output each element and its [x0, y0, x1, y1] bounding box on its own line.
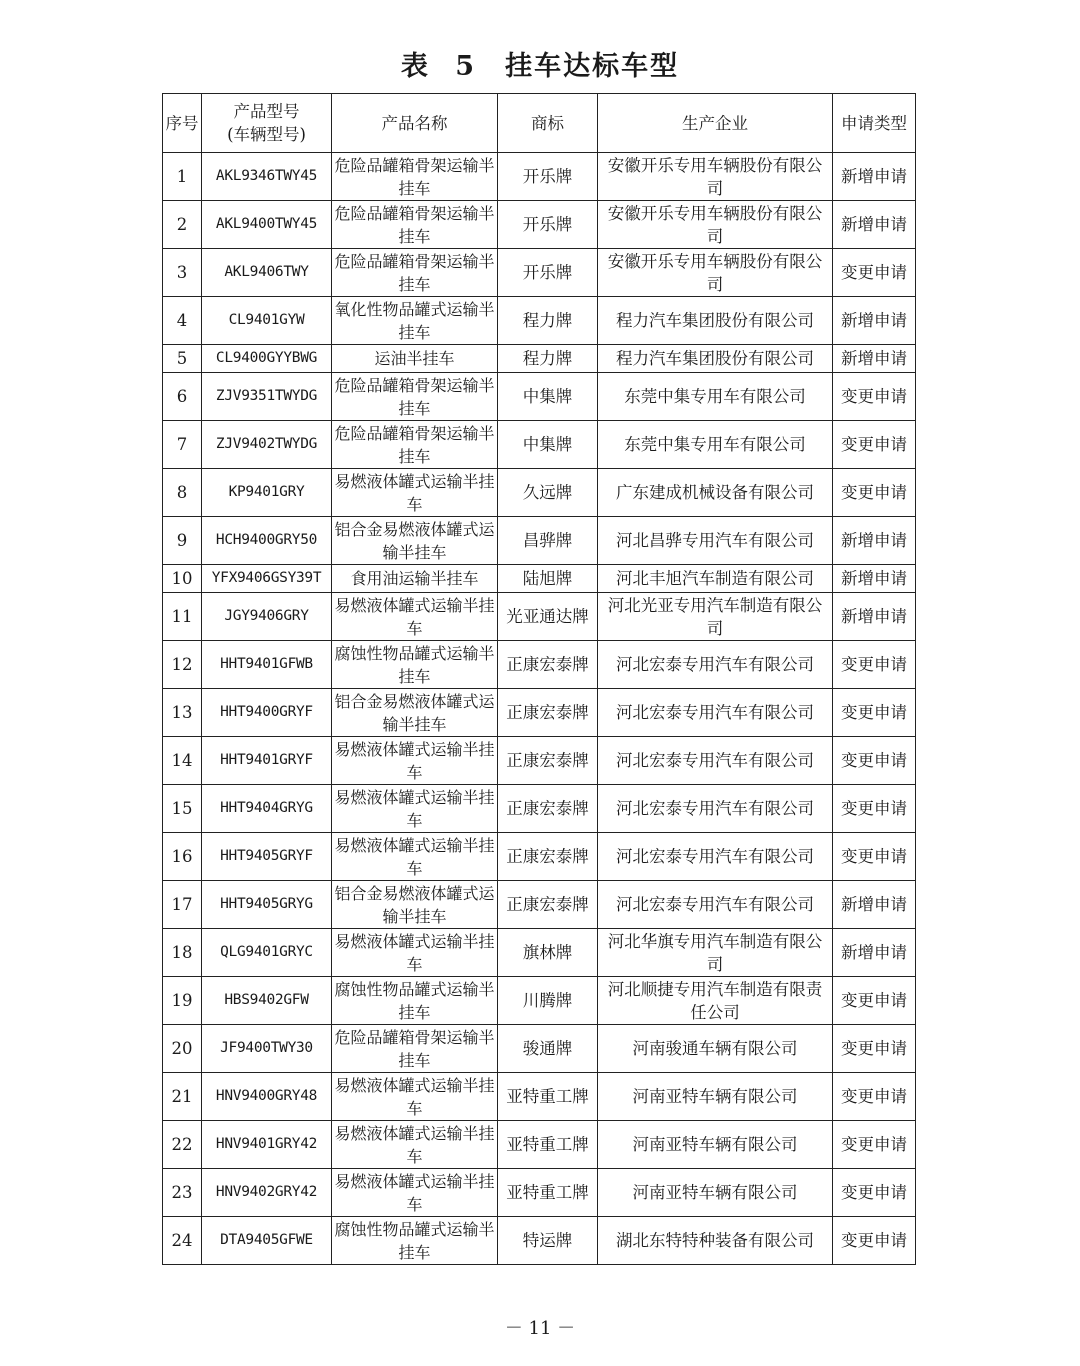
table-row — [163, 689, 916, 737]
row-index: 10 — [163, 565, 202, 593]
row-type: 变更申请 — [833, 1217, 916, 1265]
row-index: 16 — [163, 833, 202, 881]
table-row — [163, 881, 916, 929]
row-model: AKL9346TWY45 — [202, 153, 332, 201]
row-model: AKL9406TWY — [202, 249, 332, 297]
row-maker: 河北宏泰专用汽车有限公司 — [598, 689, 833, 737]
row-brand: 昌骅牌 — [498, 517, 598, 565]
row-model: HNV9401GRY42 — [202, 1121, 332, 1169]
row-name: 腐蚀性物品罐式运输半挂车 — [332, 977, 498, 1025]
table-row — [163, 373, 916, 421]
row-model: HHT9400GRYF — [202, 689, 332, 737]
row-model: JF9400TWY30 — [202, 1025, 332, 1073]
row-name: 易燃液体罐式运输半挂车 — [332, 593, 498, 641]
table-row — [163, 421, 916, 469]
row-model: KP9401GRY — [202, 469, 332, 517]
row-brand: 特运牌 — [498, 1217, 598, 1265]
row-brand: 开乐牌 — [498, 153, 598, 201]
row-index: 2 — [163, 201, 202, 249]
table-row — [163, 153, 916, 201]
row-brand: 正康宏泰牌 — [498, 833, 598, 881]
row-type: 变更申请 — [833, 737, 916, 785]
table-row — [163, 1121, 916, 1169]
table-row — [163, 1217, 916, 1265]
row-name: 腐蚀性物品罐式运输半挂车 — [332, 1217, 498, 1265]
row-maker: 河北丰旭汽车制造有限公司 — [598, 565, 833, 593]
row-type: 变更申请 — [833, 469, 916, 517]
row-model: ZJV9351TWYDG — [202, 373, 332, 421]
table-row — [163, 565, 916, 593]
row-index: 23 — [163, 1169, 202, 1217]
row-index: 3 — [163, 249, 202, 297]
row-maker: 河北顺捷专用汽车制造有限责任公司 — [598, 977, 833, 1025]
row-maker: 安徽开乐专用车辆股份有限公司 — [598, 153, 833, 201]
row-index: 24 — [163, 1217, 202, 1265]
row-name: 氧化性物品罐式运输半挂车 — [332, 297, 498, 345]
row-model: HHT9404GRYG — [202, 785, 332, 833]
row-index: 5 — [163, 345, 202, 373]
row-maker: 程力汽车集团股份有限公司 — [598, 297, 833, 345]
row-index: 8 — [163, 469, 202, 517]
row-maker: 河北宏泰专用汽车有限公司 — [598, 833, 833, 881]
row-model: HNV9402GRY42 — [202, 1169, 332, 1217]
row-model: HHT9405GRYF — [202, 833, 332, 881]
row-type: 新增申请 — [833, 201, 916, 249]
row-name: 腐蚀性物品罐式运输半挂车 — [332, 641, 498, 689]
row-brand: 开乐牌 — [498, 249, 598, 297]
row-name: 危险品罐箱骨架运输半挂车 — [332, 249, 498, 297]
row-name: 易燃液体罐式运输半挂车 — [332, 469, 498, 517]
header-model-line1: 产品型号 — [233, 102, 300, 121]
row-index: 14 — [163, 737, 202, 785]
row-index: 20 — [163, 1025, 202, 1073]
row-name: 铝合金易燃液体罐式运输半挂车 — [332, 689, 498, 737]
row-model: JGY9406GRY — [202, 593, 332, 641]
row-brand: 程力牌 — [498, 297, 598, 345]
row-name: 食用油运输半挂车 — [332, 565, 498, 593]
row-maker: 河北宏泰专用汽车有限公司 — [598, 881, 833, 929]
row-type: 变更申请 — [833, 249, 916, 297]
row-brand: 亚特重工牌 — [498, 1121, 598, 1169]
row-name: 铝合金易燃液体罐式运输半挂车 — [332, 517, 498, 565]
header-brand: 商标 — [498, 94, 598, 153]
row-model: HBS9402GFW — [202, 977, 332, 1025]
row-type: 变更申请 — [833, 641, 916, 689]
row-type: 变更申请 — [833, 1025, 916, 1073]
table-row — [163, 785, 916, 833]
table-row — [163, 1073, 916, 1121]
header-index: 序号 — [163, 94, 202, 153]
page-number: － 11 － — [504, 1318, 576, 1339]
row-brand: 正康宏泰牌 — [498, 641, 598, 689]
row-maker: 东莞中集专用车有限公司 — [598, 421, 833, 469]
row-maker: 河北宏泰专用汽车有限公司 — [598, 737, 833, 785]
row-model: HHT9405GRYG — [202, 881, 332, 929]
row-name: 危险品罐箱骨架运输半挂车 — [332, 153, 498, 201]
row-type: 变更申请 — [833, 421, 916, 469]
row-model: CL9401GYW — [202, 297, 332, 345]
table-row — [163, 469, 916, 517]
row-type: 新增申请 — [833, 517, 916, 565]
row-name: 运油半挂车 — [332, 345, 498, 373]
row-brand: 正康宏泰牌 — [498, 785, 598, 833]
row-model: ZJV9402TWYDG — [202, 421, 332, 469]
row-name: 易燃液体罐式运输半挂车 — [332, 833, 498, 881]
table-row — [163, 1169, 916, 1217]
row-brand: 中集牌 — [498, 421, 598, 469]
row-index: 17 — [163, 881, 202, 929]
row-maker: 程力汽车集团股份有限公司 — [598, 345, 833, 373]
row-type: 变更申请 — [833, 1073, 916, 1121]
row-type: 变更申请 — [833, 373, 916, 421]
header-name: 产品名称 — [332, 94, 498, 153]
row-type: 变更申请 — [833, 785, 916, 833]
row-type: 变更申请 — [833, 977, 916, 1025]
row-brand: 亚特重工牌 — [498, 1073, 598, 1121]
row-index: 15 — [163, 785, 202, 833]
row-type: 新增申请 — [833, 593, 916, 641]
row-name: 易燃液体罐式运输半挂车 — [332, 737, 498, 785]
row-model: HHT9401GRYF — [202, 737, 332, 785]
vehicle-table — [162, 93, 916, 1265]
row-brand: 陆旭牌 — [498, 565, 598, 593]
row-brand: 川腾牌 — [498, 977, 598, 1025]
row-brand: 光亚通达牌 — [498, 593, 598, 641]
row-name: 铝合金易燃液体罐式运输半挂车 — [332, 881, 498, 929]
row-index: 9 — [163, 517, 202, 565]
row-brand: 骏通牌 — [498, 1025, 598, 1073]
row-brand: 旗林牌 — [498, 929, 598, 977]
row-type: 新增申请 — [833, 345, 916, 373]
header-type: 申请类型 — [833, 94, 916, 153]
row-maker: 河北光亚专用汽车制造有限公司 — [598, 593, 833, 641]
row-index: 21 — [163, 1073, 202, 1121]
row-maker: 河南亚特车辆有限公司 — [598, 1121, 833, 1169]
row-name: 危险品罐箱骨架运输半挂车 — [332, 421, 498, 469]
row-model: HHT9401GFWB — [202, 641, 332, 689]
table-row — [163, 517, 916, 565]
table-row — [163, 641, 916, 689]
table-row — [163, 297, 916, 345]
row-brand: 程力牌 — [498, 345, 598, 373]
row-maker: 河北昌骅专用汽车有限公司 — [598, 517, 833, 565]
row-brand: 正康宏泰牌 — [498, 689, 598, 737]
table-row — [163, 201, 916, 249]
row-index: 6 — [163, 373, 202, 421]
table-header-row — [163, 94, 916, 153]
row-name: 易燃液体罐式运输半挂车 — [332, 1121, 498, 1169]
row-type: 变更申请 — [833, 1169, 916, 1217]
header-maker: 生产企业 — [598, 94, 833, 153]
table-row — [163, 977, 916, 1025]
row-maker: 安徽开乐专用车辆股份有限公司 — [598, 249, 833, 297]
row-type: 变更申请 — [833, 833, 916, 881]
row-maker: 河北宏泰专用汽车有限公司 — [598, 641, 833, 689]
row-brand: 亚特重工牌 — [498, 1169, 598, 1217]
row-type: 新增申请 — [833, 929, 916, 977]
row-maker: 安徽开乐专用车辆股份有限公司 — [598, 201, 833, 249]
row-brand: 正康宏泰牌 — [498, 881, 598, 929]
table-row — [163, 833, 916, 881]
row-name: 危险品罐箱骨架运输半挂车 — [332, 1025, 498, 1073]
page-title: 表 5 挂车达标车型 — [400, 51, 680, 82]
row-type: 新增申请 — [833, 881, 916, 929]
row-model: DTA9405GFWE — [202, 1217, 332, 1265]
row-name: 危险品罐箱骨架运输半挂车 — [332, 201, 498, 249]
row-model: AKL9400TWY45 — [202, 201, 332, 249]
row-index: 13 — [163, 689, 202, 737]
row-name: 危险品罐箱骨架运输半挂车 — [332, 373, 498, 421]
row-index: 12 — [163, 641, 202, 689]
row-name: 易燃液体罐式运输半挂车 — [332, 929, 498, 977]
row-type: 新增申请 — [833, 565, 916, 593]
row-maker: 河南亚特车辆有限公司 — [598, 1169, 833, 1217]
row-model: HNV9400GRY48 — [202, 1073, 332, 1121]
row-maker: 河南亚特车辆有限公司 — [598, 1073, 833, 1121]
row-name: 易燃液体罐式运输半挂车 — [332, 1073, 498, 1121]
table-row — [163, 929, 916, 977]
table-body — [163, 153, 916, 1265]
table-row — [163, 345, 916, 373]
row-index: 1 — [163, 153, 202, 201]
table-row — [163, 737, 916, 785]
row-maker: 湖北东特特种装备有限公司 — [598, 1217, 833, 1265]
row-type: 变更申请 — [833, 689, 916, 737]
row-brand: 正康宏泰牌 — [498, 737, 598, 785]
row-model: CL9400GYYBWG — [202, 345, 332, 373]
row-index: 19 — [163, 977, 202, 1025]
row-maker: 广东建成机械设备有限公司 — [598, 469, 833, 517]
row-type: 变更申请 — [833, 1121, 916, 1169]
row-brand: 开乐牌 — [498, 201, 598, 249]
row-type: 新增申请 — [833, 297, 916, 345]
row-maker: 河北华旗专用汽车制造有限公司 — [598, 929, 833, 977]
row-model: YFX9406GSY39T — [202, 565, 332, 593]
row-brand: 久远牌 — [498, 469, 598, 517]
row-name: 易燃液体罐式运输半挂车 — [332, 1169, 498, 1217]
row-type: 新增申请 — [833, 153, 916, 201]
row-model: QLG9401GRYC — [202, 929, 332, 977]
header-model-line2: (车辆型号) — [227, 125, 306, 144]
row-maker: 河南骏通车辆有限公司 — [598, 1025, 833, 1073]
header-model — [202, 94, 332, 153]
table-row — [163, 593, 916, 641]
row-index: 7 — [163, 421, 202, 469]
row-index: 11 — [163, 593, 202, 641]
table-row — [163, 249, 916, 297]
row-name: 易燃液体罐式运输半挂车 — [332, 785, 498, 833]
row-model: HCH9400GRY50 — [202, 517, 332, 565]
row-index: 18 — [163, 929, 202, 977]
row-index: 4 — [163, 297, 202, 345]
row-maker: 河北宏泰专用汽车有限公司 — [598, 785, 833, 833]
row-index: 22 — [163, 1121, 202, 1169]
row-maker: 东莞中集专用车有限公司 — [598, 373, 833, 421]
row-brand: 中集牌 — [498, 373, 598, 421]
table-row — [163, 1025, 916, 1073]
